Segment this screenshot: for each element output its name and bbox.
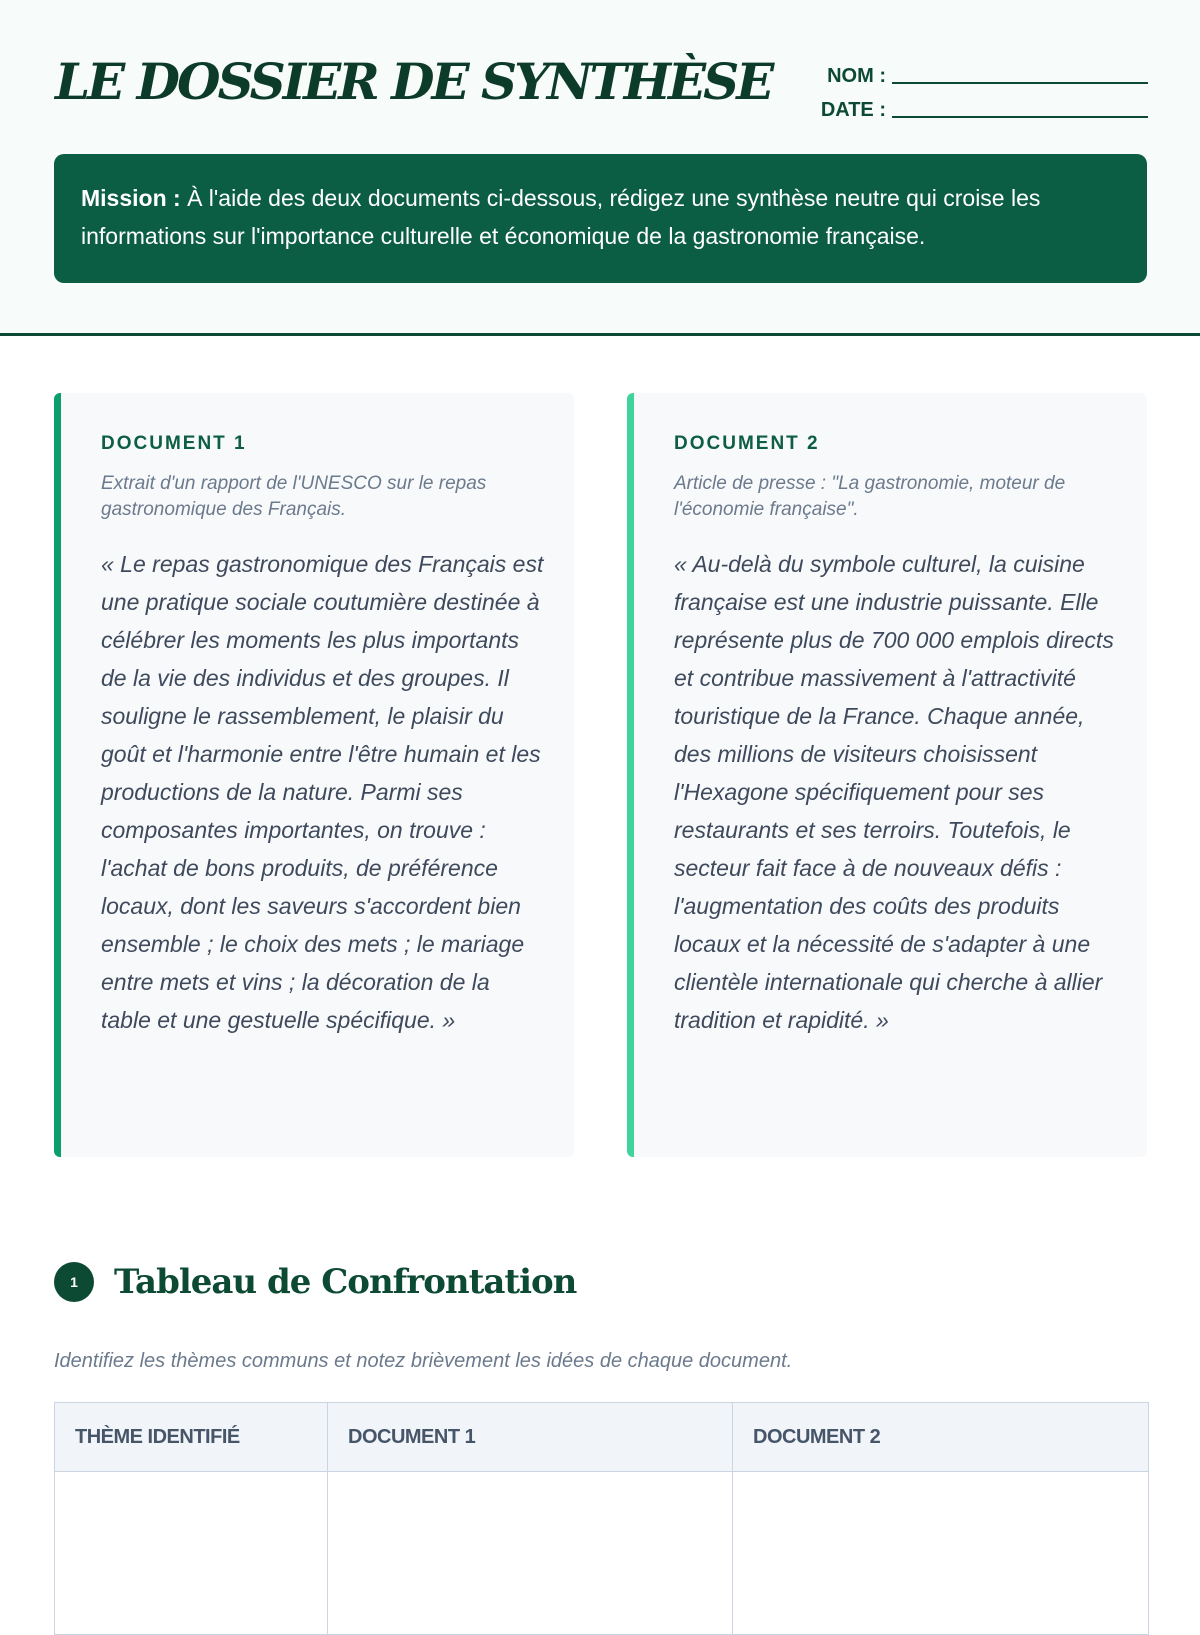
- document-1-card: [54, 393, 574, 1157]
- confrontation-table: [54, 1402, 1149, 1635]
- column-header-document-2: DOCUMENT 2: [733, 1403, 1149, 1472]
- page-header: [0, 0, 1200, 336]
- document-quote: « Au-delà du symbole culturel, la cuisine française est une industrie puissante. Elle représente plus de 700 000 emplois directs et contribue massivement à l'attractivité touristique de la France. Chaque année, des millions de visiteurs choisissent l'Hexagone spécifiquement pour ses restaurants et ses terroirs. Toutefois, le secteur fait face à de nouveaux défis : l'augmentation des coûts des produits locaux et la nécessité de s'adapter à une clientèle internationale qui cherche à allier tradition et rapidité. »: [674, 551, 1114, 1033]
- date-blank[interactable]: [892, 96, 1148, 118]
- document-quote: « Le repas gastronomique des Français est une pratique sociale coutumière destinée à célébrer les moments les plus importants de la vie des individus et des groupes. Il souligne le rassemblement, le plaisir du goût et l'harmonie entre l'être humain et les productions de la nature. Parmi ses composantes importantes, on trouve : l'achat de bons produits, de préférence locaux, dont les saveurs s'accordent bien ensemble ; le choix des mets ; le mariage entre mets et vins ; la décoration de la table et une gestuelle spécifique. »: [101, 551, 544, 1033]
- name-blank[interactable]: [892, 62, 1148, 84]
- mission-label: Mission :: [81, 185, 181, 211]
- document-source: Extrait d'un rapport de l'UNESCO sur le repas gastronomique des Français.: [101, 473, 487, 520]
- table-header-row: [55, 1403, 1149, 1472]
- name-label: NOM :: [827, 65, 886, 87]
- column-header-document-1: DOCUMENT 1: [328, 1403, 733, 1472]
- section-number-badge: 1: [54, 1262, 94, 1302]
- date-label: DATE :: [820, 99, 886, 121]
- section-instructions: Identifiez les thèmes communs et notez brièvement les idées de chaque document.: [54, 1350, 793, 1372]
- table-row: [55, 1472, 1149, 1635]
- document-2-card: [627, 393, 1147, 1157]
- document-label: DOCUMENT 1: [101, 433, 247, 454]
- document-1-cell[interactable]: [328, 1472, 733, 1635]
- student-info: [818, 54, 1148, 122]
- page-title: LE DOSSIER DE SYNTHÈSE: [55, 52, 772, 111]
- section-title: Tableau de Confrontation: [114, 1262, 577, 1302]
- date-row: [818, 88, 1148, 122]
- name-row: [818, 54, 1148, 88]
- theme-cell[interactable]: [55, 1472, 328, 1635]
- mission-box: [54, 154, 1147, 283]
- document-source: Article de presse : "La gastronomie, moteur de l'économie française".: [674, 473, 1066, 520]
- document-label: DOCUMENT 2: [674, 433, 820, 454]
- mission-text: À l'aide des deux documents ci-dessous, rédigez une synthèse neutre qui croise les informations sur l'importance culturelle et économique de la gastronomie française.: [81, 185, 1041, 249]
- column-header-theme: THÈME IDENTIFIÉ: [55, 1403, 328, 1472]
- section-1-heading: [54, 1262, 576, 1302]
- document-2-cell[interactable]: [733, 1472, 1149, 1635]
